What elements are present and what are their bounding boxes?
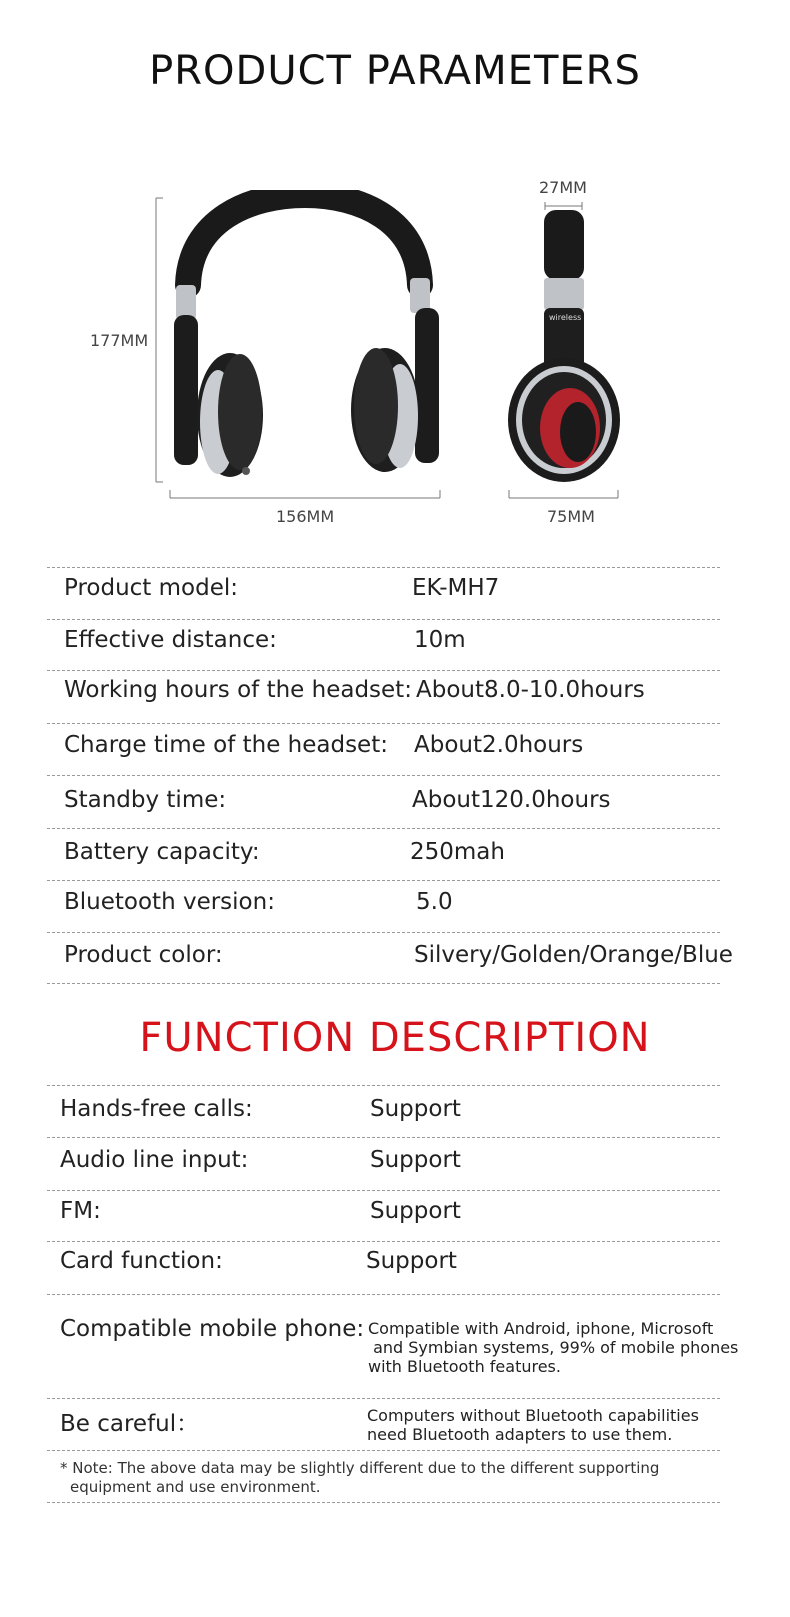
param-value: 5.0: [416, 889, 453, 915]
width-dimension: 156MM: [276, 507, 335, 526]
function-value-line: Compatible with Android, iphone, Microsoft: [368, 1319, 714, 1338]
footnote-line: * Note: The above data may be slightly different due to the different supporting: [60, 1459, 660, 1477]
row-divider: [47, 1398, 720, 1399]
param-label: Standby time:: [64, 787, 227, 813]
param-label: Effective distance:: [64, 627, 277, 653]
function-label: Compatible mobile phone:: [60, 1316, 365, 1342]
thickness-dimension: 27MM: [539, 178, 587, 197]
param-value: About8.0-10.0hours: [416, 677, 645, 703]
row-divider: [47, 880, 720, 881]
function-value-line: and Symbian systems, 99% of mobile phones: [368, 1338, 739, 1357]
param-value: EK-MH7: [412, 575, 500, 601]
param-label: Battery capacity:: [64, 839, 260, 865]
function-value: Support: [366, 1248, 457, 1274]
product-parameters-title: PRODUCT PARAMETERS: [149, 48, 641, 94]
row-divider: [47, 723, 720, 724]
function-value-line: with Bluetooth features.: [368, 1357, 561, 1376]
row-divider: [47, 1502, 720, 1503]
param-value: 250mah: [410, 839, 505, 865]
row-divider: [47, 1241, 720, 1242]
row-divider: [47, 1137, 720, 1138]
param-value: About120.0hours: [412, 787, 611, 813]
footnote-line: equipment and use environment.: [70, 1478, 321, 1496]
function-description-title: FUNCTION DESCRIPTION: [139, 1015, 651, 1061]
row-divider: [47, 1450, 720, 1451]
param-label: Bluetooth version:: [64, 889, 275, 915]
function-label: Card function:: [60, 1248, 223, 1274]
function-value-line: need Bluetooth adapters to use them.: [367, 1425, 673, 1444]
function-value: Support: [370, 1096, 461, 1122]
row-divider: [47, 1190, 720, 1191]
param-value: 10m: [414, 627, 466, 653]
function-label: Hands-free calls:: [60, 1096, 253, 1122]
row-divider: [47, 670, 720, 671]
depth-dimension: 75MM: [547, 507, 595, 526]
row-divider: [47, 775, 720, 776]
headphones-side-image: [500, 200, 630, 510]
footnote: [60, 1459, 680, 1497]
row-divider: [47, 619, 720, 620]
param-label: Product model:: [64, 575, 239, 601]
param-label: Working hours of the headset:: [64, 677, 412, 703]
height-dimension: 177MM: [90, 331, 149, 350]
row-divider: [47, 1085, 720, 1086]
param-value: Silvery/Golden/Orange/Blue: [414, 942, 733, 968]
row-divider: [47, 983, 720, 984]
param-label: Charge time of the headset:: [64, 732, 388, 758]
row-divider: [47, 567, 720, 568]
function-label: Audio line input:: [60, 1147, 249, 1173]
row-divider: [47, 828, 720, 829]
row-divider: [47, 1294, 720, 1295]
function-label: FM:: [60, 1198, 101, 1224]
function-value: Support: [370, 1198, 461, 1224]
param-value: About2.0hours: [414, 732, 584, 758]
function-value-line: Computers without Bluetooth capabilities: [367, 1406, 699, 1425]
row-divider: [47, 932, 720, 933]
wireless-label: wireless: [549, 313, 582, 322]
function-value: Support: [370, 1147, 461, 1173]
param-label: Product color:: [64, 942, 223, 968]
function-label: Be careful：: [60, 1411, 200, 1437]
headphones-front-image: [150, 190, 450, 520]
